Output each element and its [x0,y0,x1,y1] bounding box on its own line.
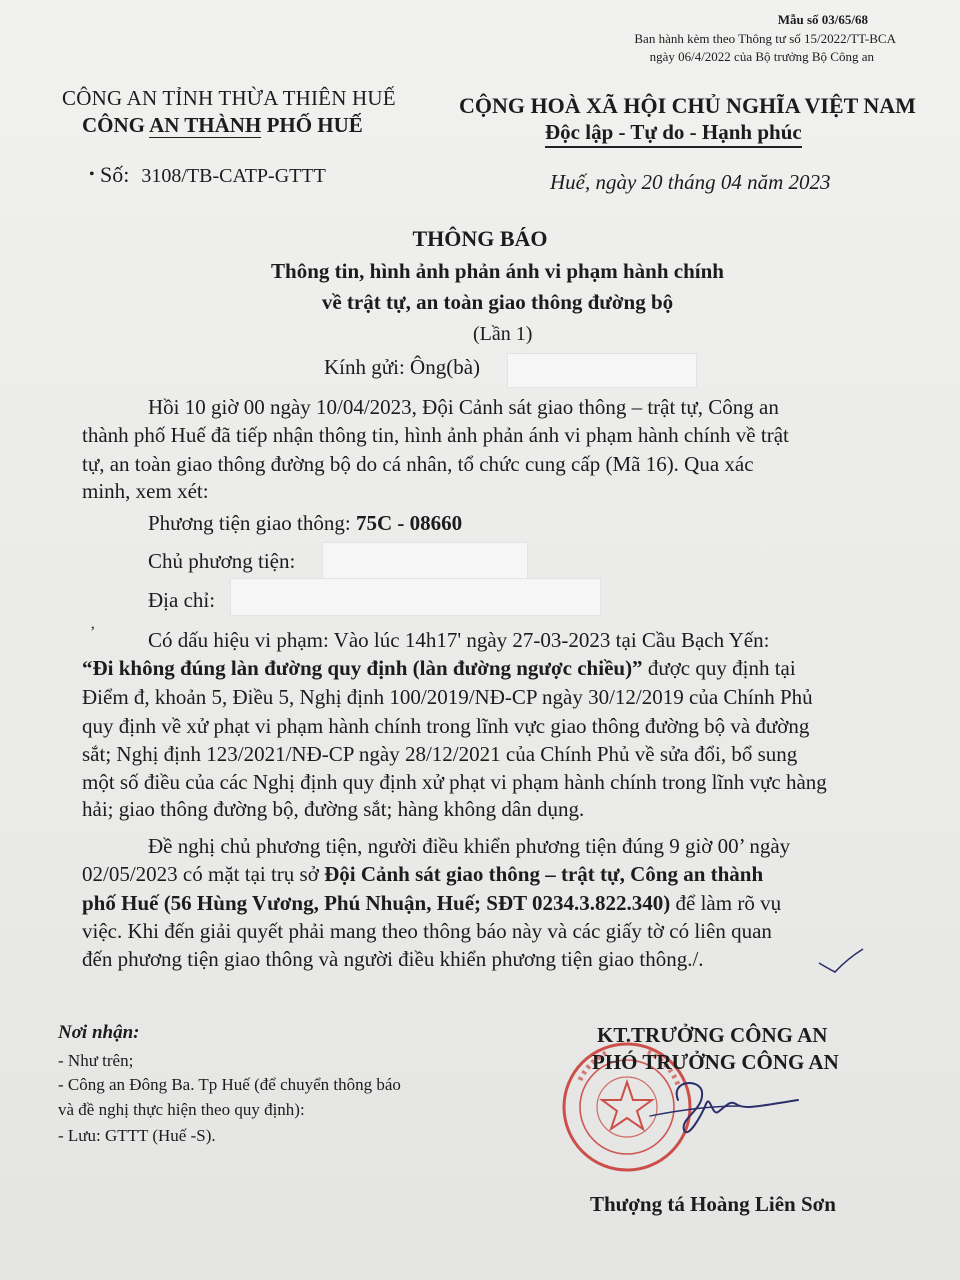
violation-line-7: hải; giao thông đường bộ, đường sắt; hàng không dân dụng. [82,797,585,821]
request-line-2 [82,860,763,888]
request-office: Đội Cảnh sát giao thông – trật tự, Công an thành [324,862,764,886]
document-number-value: 3108/TB-CATP-GTTT [141,165,326,187]
signature-title-1: KT.TRƯỞNG CÔNG AN [597,1023,828,1047]
intro-line-4: minh, xem xét: [82,479,209,503]
recipients-item-1: - Như trên; [58,1051,134,1070]
form-number: Mẫu số 03/65/68 [777,12,868,27]
bullet-mark: ʼ [90,624,96,641]
redacted-address [230,578,601,616]
recipients-title: Nơi nhận: [58,1022,140,1043]
intro-line-3: tự, an toàn giao thông đường bộ do cá nhân, tổ chức cung cấp (Mã 16). Qua xác [82,452,754,476]
violation-line-6: một số điều của các Nghị định quy định xử phạt vi phạm hành chính trong lĩnh vực hàng [82,770,827,794]
document-title: THÔNG BÁO [412,226,548,251]
handwritten-signature [640,1070,800,1140]
request-line-3-rest: để làm rõ vụ [670,891,782,915]
violation-line-2-rest: được quy định tại [642,656,796,680]
recipients-item-4: - Lưu: GTTT (Huế -S). [58,1126,216,1145]
request-line-1: Đề nghị chủ phương tiện, người điều khiển phương tiện đúng 9 giờ 00’ ngày [148,834,791,858]
document-number [100,162,326,188]
violation-line-2 [82,654,796,682]
violation-description: “Đi không đúng làn đường quy định (làn đường ngược chiều)” [82,656,643,680]
violation-line-3: Điểm đ, khoản 5, Điều 5, Nghị định 100/2019/NĐ-CP ngày 30/12/2019 của Chính Phủ [82,685,813,709]
violation-line-1: Có dấu hiệu vi phạm: Vào lúc 14h17' ngày 27-03-2023 tại Cầu Bạch Yến: [148,628,770,652]
recipients-item-3: và đề nghị thực hiện theo quy định): [58,1100,305,1119]
request-line-3 [82,889,781,917]
agency-name-part-a: CÔNG [82,113,150,137]
document-subtitle-1: Thông tin, hình ảnh phản ánh vi phạm hành chính [271,259,724,283]
notice-round: (Lần 1) [473,323,533,345]
redacted-vehicle-owner [322,542,528,580]
nation-heading: CỘNG HOÀ XÃ HỘI CHỦ NGHĨA VIỆT NAM [459,93,916,118]
address-label: Địa chỉ: [148,588,216,612]
redacted-recipient-name [507,353,697,388]
document-date: Huế, ngày 20 tháng 04 năm 2023 [550,170,831,194]
vehicle-plate-value: 75C - 08660 [355,511,463,535]
form-reference-line-1: Ban hành kèm theo Thông tư số 15/2022/TT-BCA [634,31,896,46]
agency-name-part-c: PHỐ HUẾ [261,113,363,137]
bullet-mark: • [89,166,95,183]
document-number-label: Số: [100,162,130,187]
request-line-2-a: 02/05/2023 có mặt tại trụ sở [82,862,325,886]
intro-line-1: Hồi 10 giờ 00 ngày 10/04/2023, Đội Cảnh sát giao thông – trật tự, Công an [148,395,779,419]
handwritten-check-mark [815,945,865,975]
agency-parent: CÔNG AN TỈNH THỪA THIÊN HUẾ [62,86,396,110]
request-line-5: đến phương tiện giao thông và người điều khiển phương tiện giao thông./. [82,947,704,971]
recipient-label: Kính gửi: Ông(bà) [324,355,481,379]
recipients-item-2: - Công an Đông Ba. Tp Huế (để chuyển thông báo [58,1075,401,1094]
nation-motto: Độc lập - Tự do - Hạnh phúc [545,120,802,148]
agency-name-part-b: AN THÀNH [149,113,262,137]
signer-name: Thượng tá Hoàng Liên Sơn [590,1192,836,1216]
violation-line-5: sắt; Nghị định 123/2021/NĐ-CP ngày 28/12/2021 của Chính Phủ về sửa đổi, bổ sung [82,742,798,766]
intro-line-2: thành phố Huế đã tiếp nhận thông tin, hình ảnh phản ánh vi phạm hành chính về trật [82,423,789,447]
violation-line-4: quy định về xử phạt vi phạm hành chính trong lĩnh vực giao thông đường bộ và đường [82,714,810,738]
vehicle-owner-label: Chủ phương tiện: [148,549,296,573]
request-line-4: việc. Khi đến giải quyết phải mang theo thông báo này và các giấy tờ có liên quan [82,919,772,943]
document-subtitle-2: về trật tự, an toàn giao thông đường bộ [321,290,674,314]
agency-name [82,113,363,138]
form-reference-line-2: ngày 06/4/2022 của Bộ trưởng Bộ Công an [649,49,874,64]
signature-title-2: PHÓ TRƯỞNG CÔNG AN [592,1050,839,1074]
request-office-address: phố Huế (56 Hùng Vương, Phú Nhuận, Huế; SĐT 0234.3.822.340) [82,891,671,915]
vehicle-plate-label: Phương tiện giao thông: [148,511,356,535]
vehicle-plate-line [148,509,462,537]
